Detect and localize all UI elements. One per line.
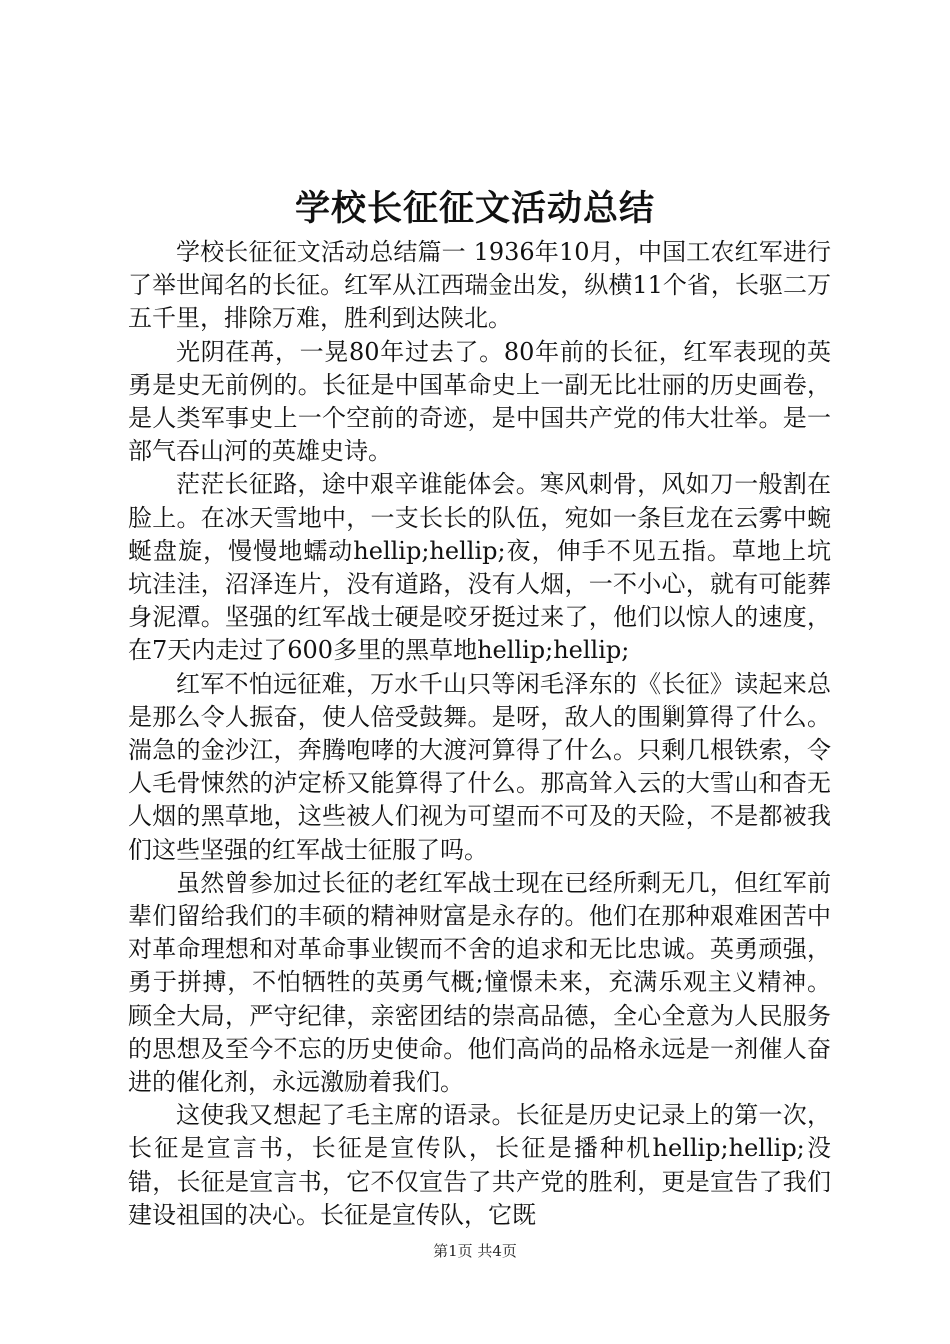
paragraph-4: 红军不怕远征难，万水千山只等闲毛泽东的《长征》读起来总是那么令人振奋，使人倍受鼓舞。是呀，敌人的围剿算得了什么。湍急的金沙江，奔腾咆哮的大渡河算得了什么。只剩几根铁索，令人毛骨悚然的泸定桥又能算得了什么。那高耸入云的大雪山和杳无人烟的黑草地，这些被人们视为可望而不可及的天险，不是都被我们这些坚强的红军战士征服了吗。 — [128, 669, 831, 864]
paragraph-1: 学校长征征文活动总结篇一 1936年10月，中国工农红军进行了举世闻名的长征。红军从江西瑞金出发，纵横11个省，长驱二万五千里，排除万难，胜利到达陕北。 — [128, 238, 831, 333]
page-number-footer: 第1页 共4页 — [433, 1242, 517, 1260]
document-title: 学校长征征文活动总结 — [294, 188, 655, 229]
document-body — [128, 236, 831, 1232]
paragraph-6: 这使我又想起了毛主席的语录。长征是历史记录上的第一次，长征是宣言书，长征是宣传队，长征是播种机hellip;hellip;没错，长征是宣言书，它不仅宣告了共产党的胜利，更是宣告了我们建设祖国的决心。长征是宣传队，它既 — [128, 1101, 831, 1229]
paragraph-5: 虽然曾参加过长征的老红军战士现在已经所剩无几，但红军前辈们留给我们的丰硕的精神财富是永存的。他们在那种艰难困苦中对革命理想和对革命事业锲而不舍的追求和无比忠诚。英勇顽强，勇于拼搏，不怕牺牲的英勇气概;憧憬未来，充满乐观主义精神。顾全大局，严守纪律，亲密团结的崇高品德，全心全意为人民服务的思想及至今不忘的历史使命。他们高尚的品格永远是一剂催人奋进的催化剂，永远激励着我们。 — [128, 868, 831, 1097]
paragraph-3: 茫茫长征路，途中艰辛谁能体会。寒风刺骨，风如刀一般割在脸上。在冰天雪地中，一支长长的队伍，宛如一条巨龙在云雾中蜿蜒盘旋，慢慢地蠕动hellip;hellip;夜，伸手不见五指。草地上坑坑洼洼，沼泽连片，没有道路，没有人烟，一不小心，就有可能葬身泥潭。坚强的红军战士硬是咬牙挺过来了，他们以惊人的速度，在7天内走过了600多里的黑草地hellip;hellip; — [128, 470, 831, 665]
paragraph-2: 光阴荏苒，一晃80年过去了。80年前的长征，红军表现的英勇是史无前例的。长征是中国革命史上一副无比壮丽的历史画卷，是人类军事史上一个空前的奇迹，是中国共产党的伟大壮举。是一部气吞山河的英雄史诗。 — [128, 337, 831, 466]
